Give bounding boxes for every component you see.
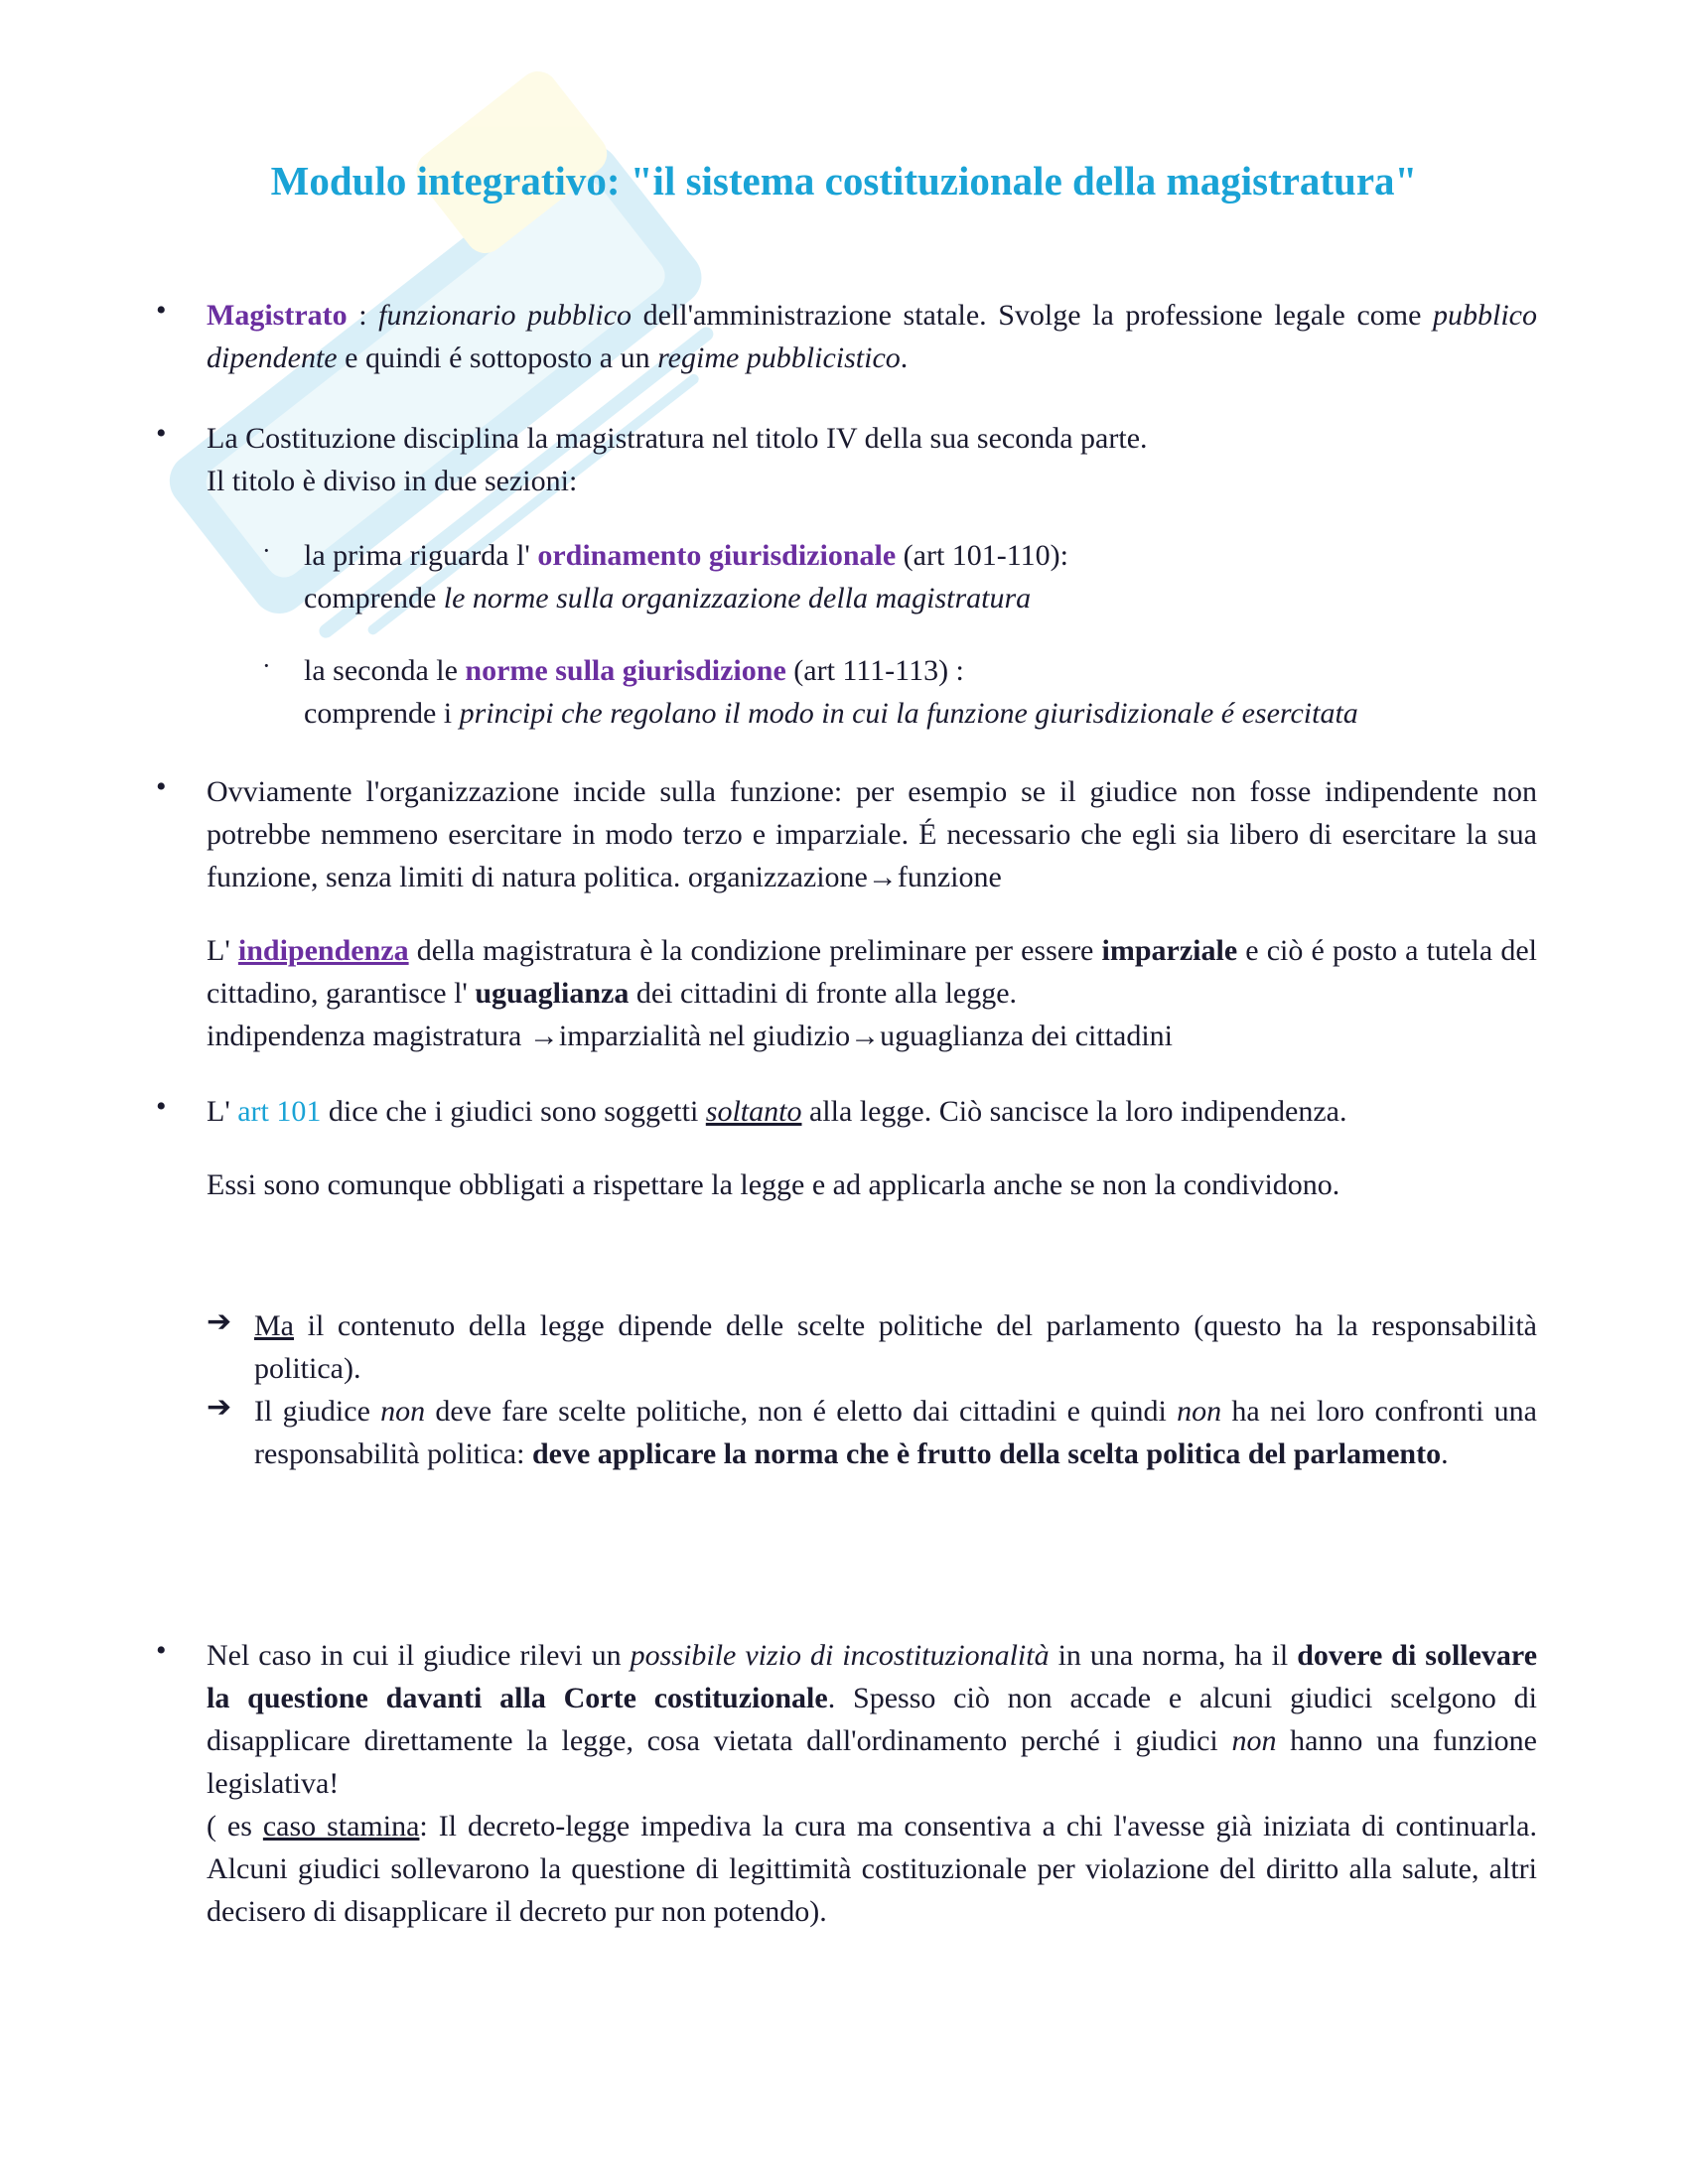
italic-text: regime pubblicistico [657, 341, 901, 374]
paragraph-indipendenza [207, 929, 1537, 1057]
text: imparzialità nel giudizio [558, 1020, 851, 1052]
text: ( es [207, 1810, 263, 1843]
text: hanno una funzione legislativa! [207, 1724, 1538, 1800]
text: dei cittadini di fronte alla legge. [629, 977, 1018, 1010]
text: L' [207, 1095, 238, 1128]
text: : Il decreto-legge impediva la cura ma consentiva a chi l'avesse già iniziata di continuarla. Alcuni giudici sollevarono la questione di legittimità costituzionale per violazione del diritto alla salute, altri decisero di disapplicare il decreto pur non potendo). [207, 1810, 1537, 1928]
sub-bullet-icon: · [262, 536, 271, 565]
text: uguaglianza dei cittadini [880, 1020, 1173, 1052]
arrow-bullet-icon: ➔ [207, 1391, 232, 1424]
bullet-icon: • [156, 1090, 167, 1123]
italic-text: possibile vizio di incostituzionalità [630, 1639, 1050, 1672]
italic-text: pubblico dipendente [207, 299, 1537, 374]
arrow-bullet-icon: ➔ [207, 1305, 232, 1338]
text: : [347, 299, 379, 332]
text-line: La Costituzione disciplina la magistratura nel titolo IV della sua seconda parte. [207, 422, 1148, 455]
page-title: Modulo integrativo: "il sistema costituzionale della magistratura" [270, 158, 1418, 204]
underlined-text: caso stamina [262, 1810, 420, 1843]
text: della magistratura è la condizione preliminare per essere [408, 934, 1102, 967]
arrow-right-icon: → [528, 1020, 559, 1052]
text: (art 111-113) : [785, 654, 964, 687]
text: comprende [304, 582, 444, 614]
italic-text: le norme sulla organizzazione della magistratura [443, 582, 1032, 614]
text: . [900, 341, 909, 374]
italic-text: principi che regolano il modo in cui la funzione giurisdizionale é esercitata [459, 697, 1358, 730]
bullet-icon: • [156, 770, 167, 803]
term-giurisdizione: norme sulla giurisdizione [465, 654, 786, 687]
text: (art 101-110): [896, 539, 1069, 572]
text: ha nei loro confronti una responsabilità politica: [254, 1395, 1537, 1470]
text: dell'amministrazione statale. Svolge la professione legale come [632, 299, 1433, 332]
text: dice che i giudici sono soggetti [321, 1095, 706, 1128]
arrow-item-contenuto [254, 1304, 1537, 1390]
text: in una norma, ha il [1049, 1639, 1298, 1672]
italic-text: non [1177, 1395, 1222, 1428]
text: . Spesso ciò non accade e alcuni giudici scelgono di disapplicare direttamente la legge, cosa vietata dall'ordinamento perché i giudici [207, 1682, 1537, 1757]
term-magistrato: Magistrato [207, 299, 348, 332]
bullet-icon: • [156, 417, 167, 450]
arrow-right-icon: → [867, 861, 898, 893]
bold-text: dovere di sollevare la questione davanti alla Corte costituzionale [207, 1639, 1538, 1714]
text: e ciò é posto a tutela del cittadino, garantisce l' [207, 934, 1537, 1010]
text: la prima riguarda l' [304, 539, 538, 572]
text: alla legge. Ciò sancisce la loro indipendenza. [801, 1095, 1347, 1128]
underlined-text: Ma [254, 1309, 294, 1342]
text: e quindi é sottoposto a un [337, 341, 658, 374]
text: L' [207, 934, 238, 967]
paragraph-organizzazione [207, 770, 1537, 898]
text: funzione [897, 861, 1002, 893]
paragraph-costituzione [207, 417, 1537, 502]
term-ordinamento: ordinamento giurisdizionale [537, 539, 897, 572]
sub-item-ordinamento [304, 534, 1535, 619]
bold-text: deve applicare la norma che è frutto della scelta politica del parlamento [531, 1437, 1442, 1470]
text: Ovviamente l'organizzazione incide sulla funzione: per esempio se il giudice non fosse indipendente non potrebbe nemmeno esercitare in modo terzo e imparziale. É necessario che egli sia libero di esercitare la sua funzione, senza limiti di natura politica. organizzazione [207, 775, 1537, 893]
text: il contenuto della legge dipende delle scelte politiche del parlamento (questo ha la responsabilità politica). [254, 1309, 1537, 1385]
text: la seconda le [304, 654, 466, 687]
text: comprende i [304, 697, 460, 730]
text: deve fare scelte politiche, non é eletto dai cittadini e quindi [425, 1395, 1178, 1428]
text: Il giudice [254, 1395, 381, 1428]
bullet-icon: • [156, 294, 167, 327]
paragraph-obbligo: Essi sono comunque obbligati a rispettare la legge e ad applicarla anche se non la condividono. [207, 1168, 1340, 1201]
text: indipendenza magistratura [207, 1020, 529, 1052]
term-indipendenza: indipendenza [237, 934, 409, 967]
italic-text: funzionario pubblico [378, 299, 633, 332]
paragraph-magistrato [207, 294, 1537, 379]
sub-item-giurisdizione [304, 649, 1535, 735]
paragraph-incostituzionalita [207, 1634, 1537, 1933]
italic-text: non [380, 1395, 426, 1428]
italic-text: non [1231, 1724, 1277, 1757]
text: . [1441, 1437, 1449, 1470]
paragraph-art101 [207, 1090, 1537, 1133]
arrow-right-icon: → [850, 1020, 881, 1052]
bullet-icon: • [156, 1634, 167, 1667]
arrow-item-giudice [254, 1390, 1537, 1475]
bold-text: uguaglianza [475, 977, 630, 1010]
sub-bullet-icon: · [262, 651, 271, 680]
text: Nel caso in cui il giudice rilevi un [207, 1639, 631, 1672]
link-art-101[interactable]: art 101 [237, 1095, 322, 1128]
text-line: Il titolo è diviso in due sezioni: [207, 465, 578, 497]
italic-underlined-text: soltanto [705, 1095, 802, 1128]
bold-text: imparziale [1101, 934, 1238, 967]
